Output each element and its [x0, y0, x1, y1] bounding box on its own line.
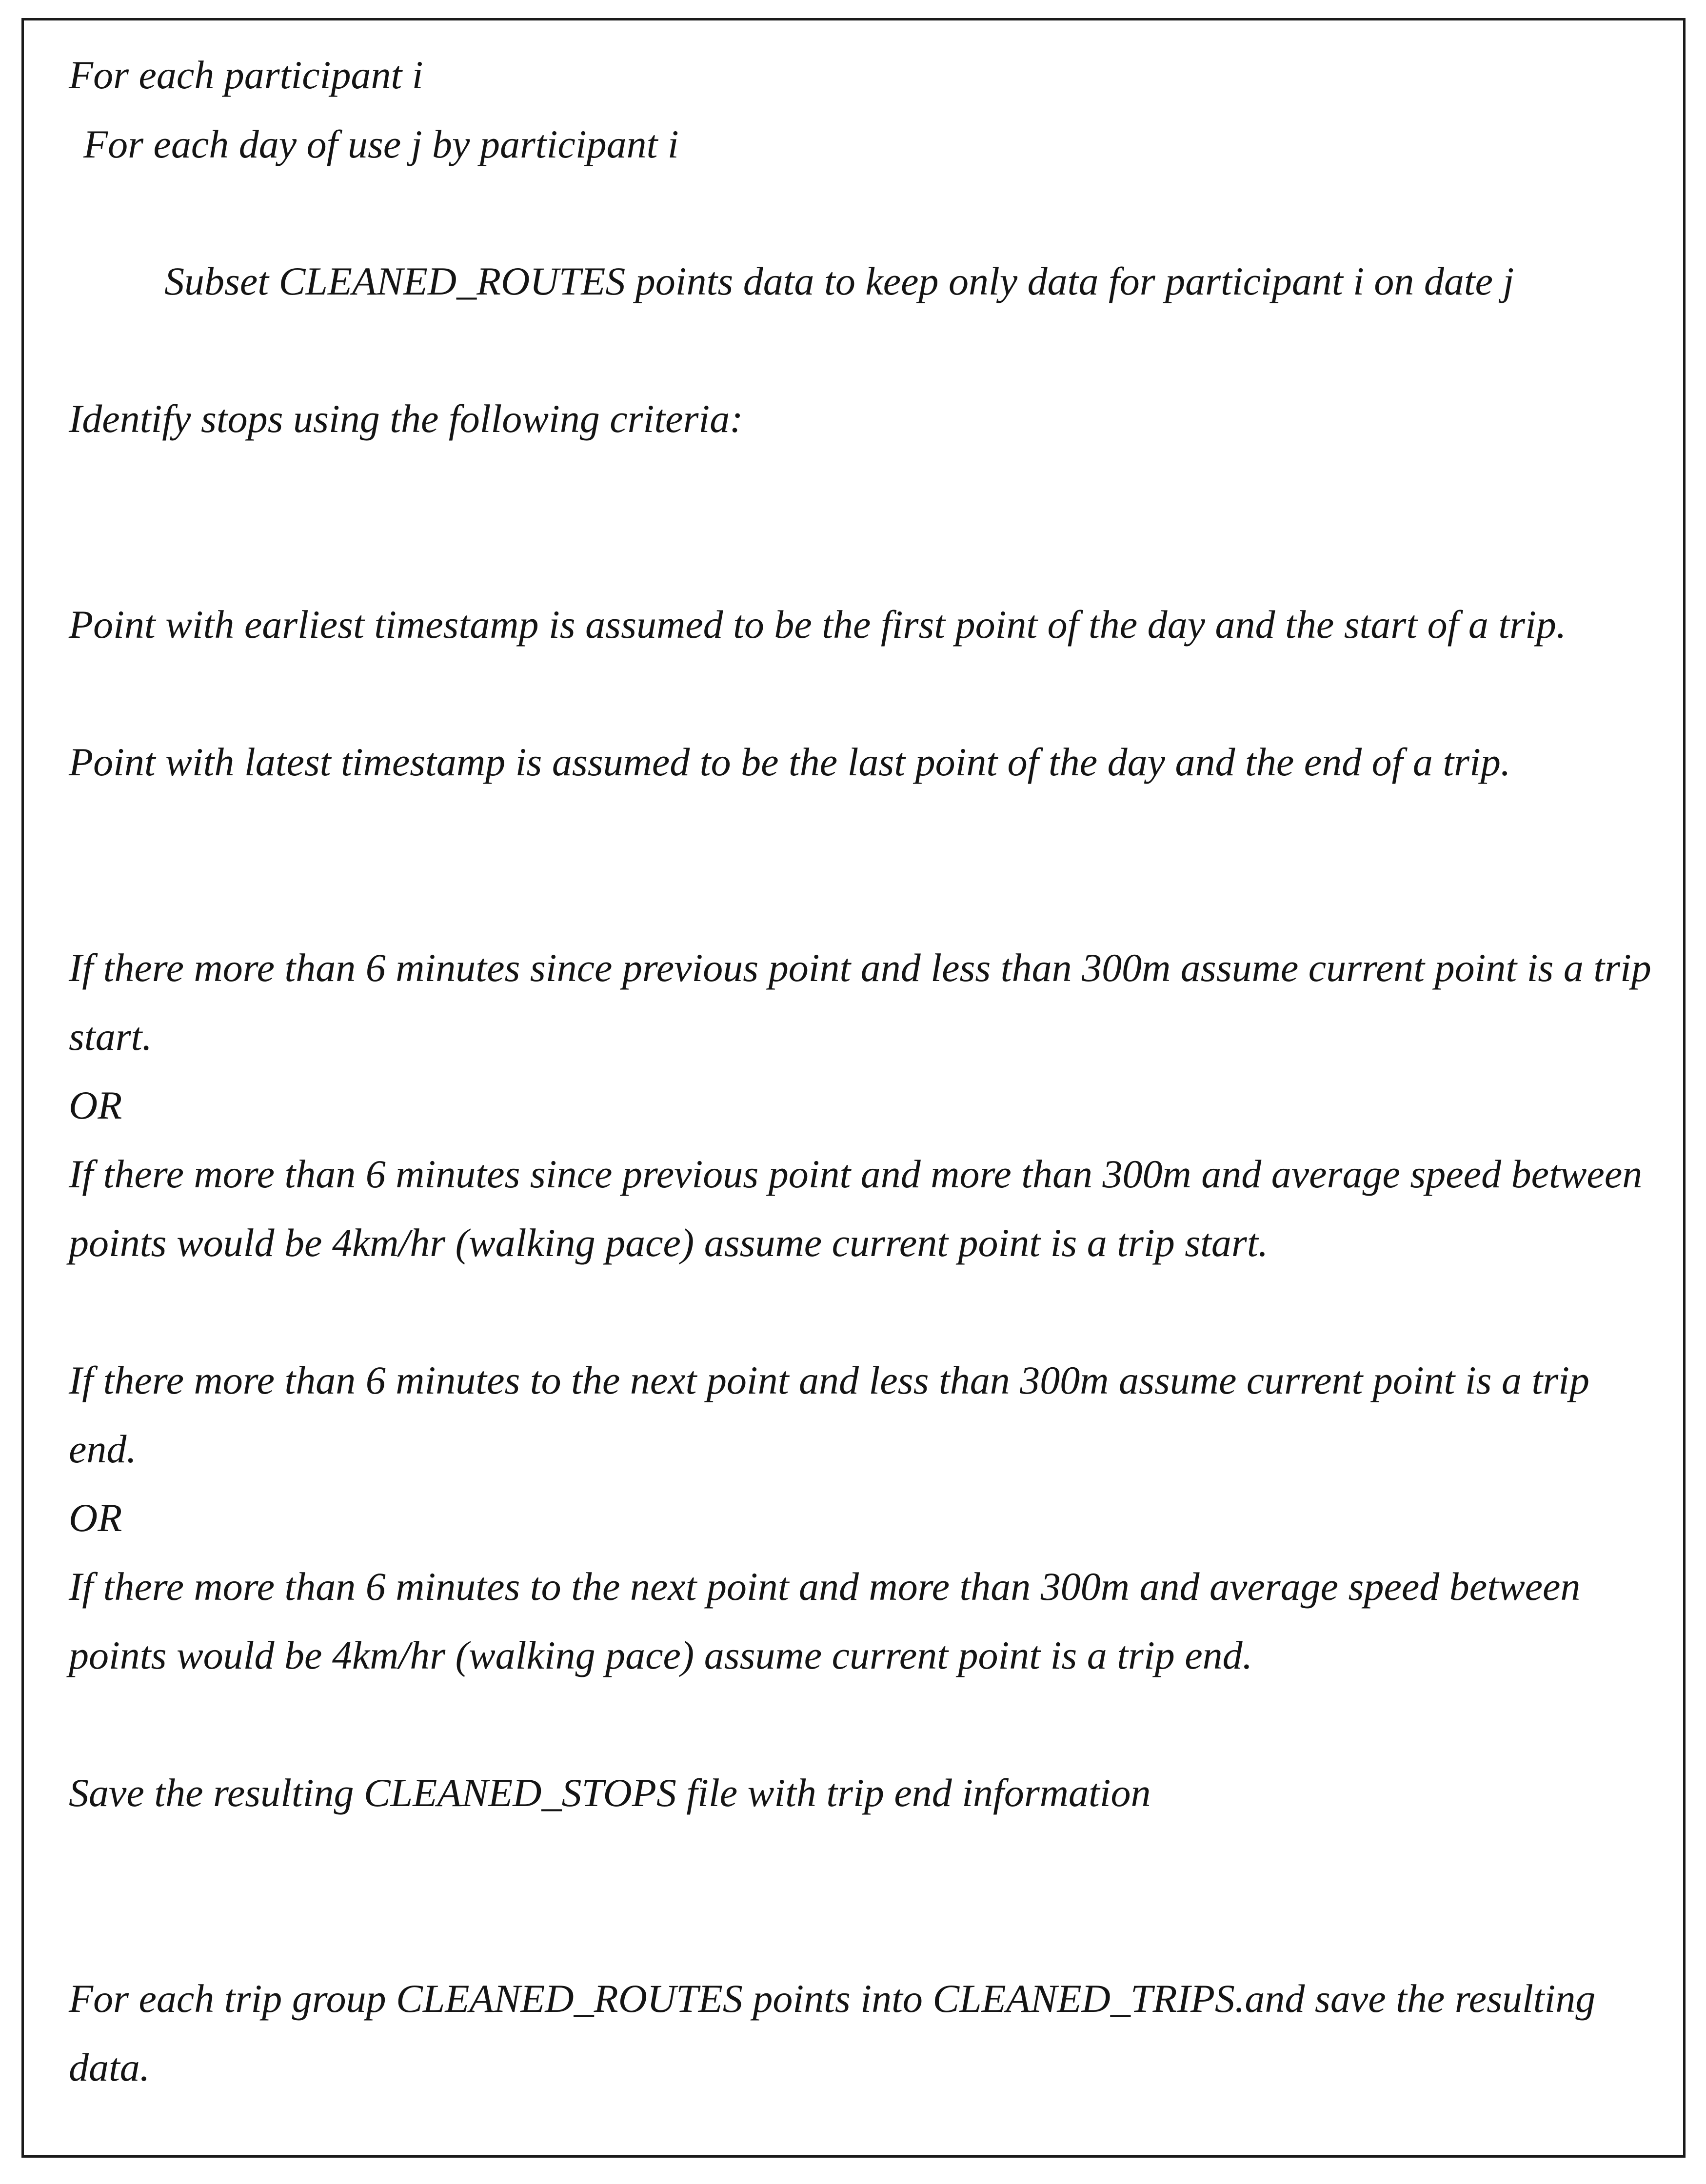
last-point-text: Point with latest timestamp is assumed to be the last point of the day and the end of a trip.: [69, 740, 1511, 784]
end-rule-1-line-2: end.: [69, 1427, 137, 1471]
start-rule-1-line-1: If there more than 6 minutes since previous point and less than 300m assume current point is a trip: [69, 945, 1651, 990]
group-trips-line-1: For each trip group CLEANED_ROUTES points into CLEANED_TRIPS.and save the resulting: [69, 1976, 1596, 2021]
start-rule-2-line-1: If there more than 6 minutes since previous point and more than 300m and average speed between: [69, 1152, 1643, 1196]
loop-participant-text: For each participant i: [69, 53, 423, 97]
start-rule-2-line-2: points would be 4km/hr (walking pace) assume current point is a trip start.: [69, 1220, 1269, 1265]
first-point-text: Point with earliest timestamp is assumed to be the first point of the day and the start of a trip.: [69, 602, 1567, 647]
subset-text: Subset CLEANED_ROUTES points data to keep only data for participant i on date j: [164, 259, 1514, 303]
end-rule-2-line-1: If there more than 6 minutes to the next point and more than 300m and average speed between: [69, 1564, 1581, 1609]
group-trips-line-2: data.: [69, 2045, 150, 2089]
algorithm-box: [21, 18, 1686, 2158]
start-rule-1-line-2: start.: [69, 1014, 152, 1059]
start-or-text: OR: [69, 1083, 122, 1127]
end-or-text: OR: [69, 1495, 122, 1540]
save-stops-text: Save the resulting CLEANED_STOPS file with trip end information: [69, 1771, 1151, 1815]
loop-day-text: For each day of use j by participant i: [83, 122, 679, 166]
identify-stops-text: Identify stops using the following criteria:: [69, 396, 743, 441]
end-rule-2-line-2: points would be 4km/hr (walking pace) assume current point is a trip end.: [69, 1633, 1253, 1677]
end-rule-1-line-1: If there more than 6 minutes to the next point and less than 300m assume current point is a trip: [69, 1358, 1590, 1402]
